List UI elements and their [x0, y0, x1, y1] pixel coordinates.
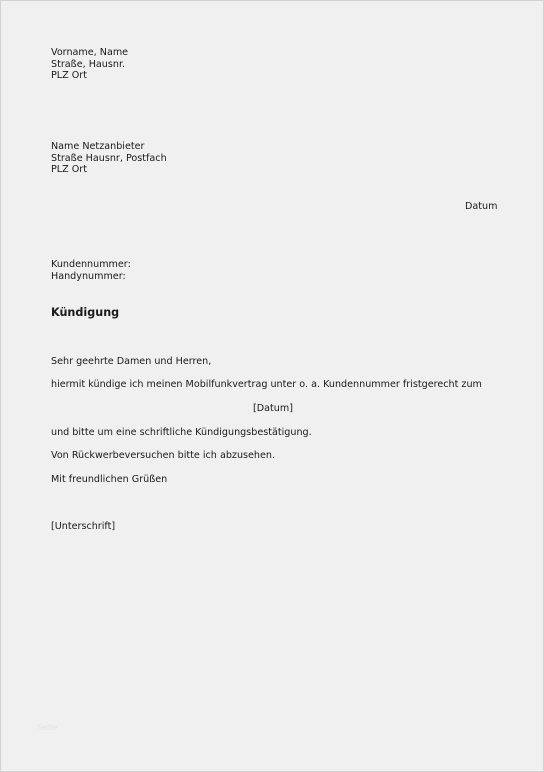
recipient-address [51, 141, 167, 176]
date-label: Datum [465, 201, 498, 212]
body-line-2: und bitte um eine schriftliche Kündigungsbestätigung. [51, 427, 312, 438]
recipient-street: Straße Hausnr, Postfach [51, 152, 167, 164]
sender-street: Straße, Hausnr. [51, 58, 126, 70]
footer-watermark: Seite [37, 723, 58, 732]
sender-address [51, 47, 128, 82]
body-line-3: Von Rückwerbeversuchen bitte ich abzusehen. [51, 450, 276, 461]
sender-name: Vorname, Name [51, 47, 129, 58]
signature-placeholder: [Unterschrift] [51, 521, 116, 532]
subject-heading: Kündigung [51, 306, 120, 319]
salutation: Sehr geehrte Damen und Herren, [51, 356, 212, 367]
mobile-number-label: Handynummer: [51, 270, 126, 282]
body-line-1: hiermit kündige ich meinen Mobilfunkvertrag unter o. a. Kundennummer fristgerecht zum [51, 379, 482, 390]
sender-city: PLZ Ort [51, 70, 88, 82]
reference-block [51, 259, 131, 282]
recipient-city: PLZ Ort [51, 164, 88, 176]
date-placeholder: [Datum] [253, 403, 293, 414]
customer-number-label: Kundennummer: [51, 259, 131, 270]
recipient-name: Name Netzanbieter [51, 141, 145, 152]
closing: Mit freundlichen Grüßen [51, 474, 168, 485]
